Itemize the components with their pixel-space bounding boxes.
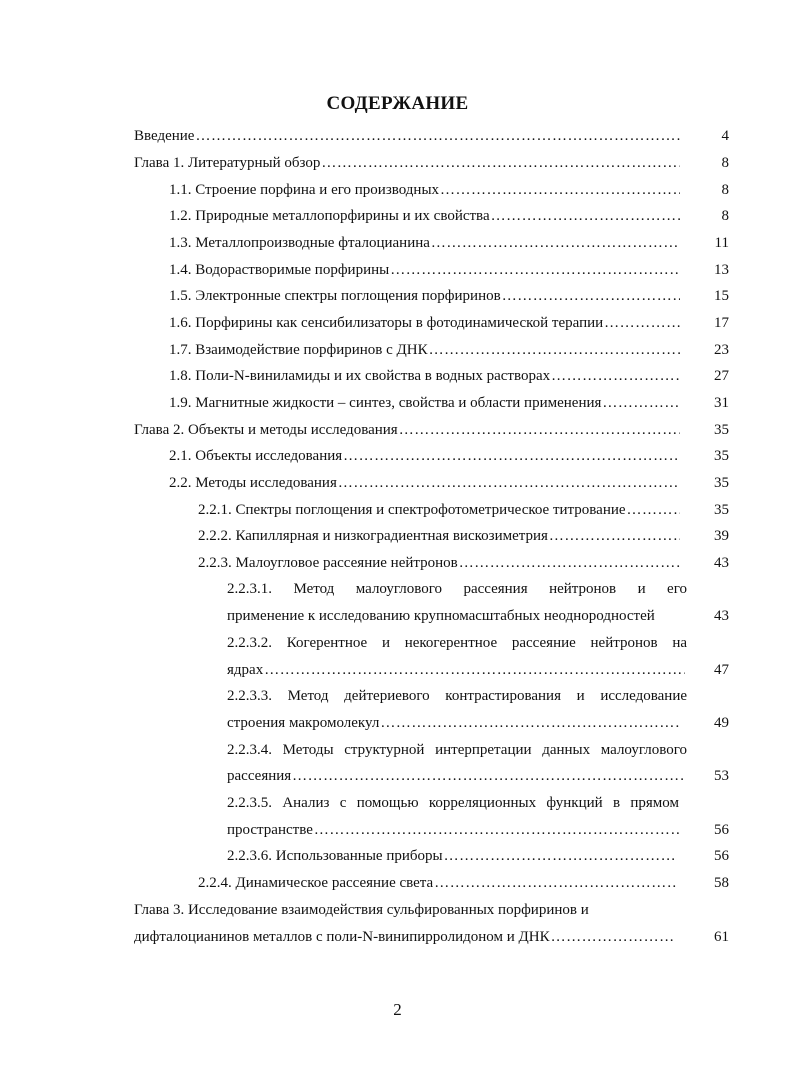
toc-entry-1-9[interactable] [169, 394, 680, 412]
toc-entry-label: 1.3. Металлопроизводные фталоцианина [169, 235, 430, 251]
toc-entry-1-4[interactable] [169, 261, 680, 279]
toc-entry-2-2-3[interactable] [198, 554, 680, 572]
toc-entry-2-2-3-2-line2[interactable] [227, 661, 685, 679]
leader-dots [491, 207, 680, 225]
toc-entry-1-6[interactable] [169, 314, 680, 332]
toc-entry-page: 43 [714, 555, 729, 571]
toc-entry-2-1[interactable] [169, 447, 680, 465]
toc-entry-page: 13 [714, 262, 729, 278]
toc-entry-page: 35 [714, 422, 729, 438]
toc-entry-label: 2.2.4. Динамическое рассеяние света [198, 875, 434, 891]
toc-entry-page: 61 [714, 929, 729, 945]
page-title: СОДЕРЖАНИЕ [326, 93, 469, 114]
toc-entry-label: Введение [134, 128, 195, 144]
leader-dots [195, 127, 680, 145]
toc-entry-page: 53 [714, 768, 729, 784]
leader-dots [459, 554, 680, 572]
toc-entry-label: 2.2.1. Спектры поглощения и спектрофотометрическое титрование [198, 502, 626, 518]
toc-entry-label: 1.4. Водорастворимые порфирины [169, 262, 390, 278]
toc-entry-page: 56 [714, 822, 729, 838]
toc-entry-2-2-3-6[interactable] [227, 847, 676, 865]
leader-dots [434, 874, 676, 892]
toc-entry-chapter-3-line2[interactable] [134, 928, 674, 946]
leader-dots [264, 661, 685, 679]
toc-entry-chapter-2[interactable] [134, 421, 680, 439]
leader-dots [551, 367, 680, 385]
toc-entry-label: 1.8. Поли-N-виниламиды и их свойства в водных растворах [169, 368, 551, 384]
toc-entry-page: 39 [714, 528, 729, 544]
toc-entry-label: рассеяния [227, 768, 292, 784]
leader-dots [429, 341, 680, 359]
toc-entry-page: 35 [714, 475, 729, 491]
toc-entry-1-5[interactable] [169, 287, 680, 305]
toc-entry-label: 1.2. Природные металлопорфирины и их свойства [169, 208, 490, 224]
toc-entry-page: 8 [721, 155, 729, 171]
leader-dots [321, 154, 680, 172]
leader-dots [292, 767, 685, 785]
page-number: 2 [393, 1000, 402, 1019]
toc-entry-label: пространстве [227, 822, 313, 838]
leader-dots [431, 234, 680, 252]
toc-entry-page: 8 [721, 208, 729, 224]
toc-entry-1-3[interactable] [169, 234, 680, 252]
toc-entry-page: 8 [721, 182, 729, 198]
toc-entry-label: 1.5. Электронные спектры поглощения порфиринов [169, 288, 501, 304]
toc-entry-2-2-3-2-line1[interactable]: 2.2.3.2. Когерентное и некогерентное рассеяние нейтронов на [227, 635, 687, 651]
toc-entry-page: 47 [714, 662, 729, 678]
toc-entry-2-2-3-3-line1[interactable]: 2.2.3.3. Метод дейтериевого контрастирования и исследование [227, 688, 687, 704]
toc-entry-page: 56 [714, 848, 729, 864]
toc-entry-2-2[interactable] [169, 474, 680, 492]
toc-entry-1-7[interactable] [169, 341, 680, 359]
toc-entry-page: 4 [721, 128, 729, 144]
leader-dots [604, 314, 680, 332]
toc-entry-2-2-3-5-line2[interactable] [227, 821, 680, 839]
toc-entry-page: 31 [714, 395, 729, 411]
toc-entry-page: 15 [714, 288, 729, 304]
leader-dots [440, 181, 680, 199]
toc-entry-2-2-2[interactable] [198, 527, 680, 545]
toc-entry-label: 2.2. Методы исследования [169, 475, 337, 491]
leader-dots [551, 928, 674, 946]
toc-entry-page: 49 [714, 715, 729, 731]
toc-entry-label: 2.2.3. Малоугловое рассеяние нейтронов [198, 555, 458, 571]
toc-entry-label: строения макромолекул [227, 715, 380, 731]
leader-dots [399, 421, 680, 439]
toc-entry-2-2-3-4-line2[interactable] [227, 767, 685, 785]
toc-entry-2-2-3-4-line1[interactable]: 2.2.3.4. Методы структурной интерпретации данных малоуглового [227, 742, 687, 758]
toc-entry-label: 2.1. Объекты исследования [169, 448, 343, 464]
leader-dots [627, 501, 680, 519]
toc-entry-2-2-3-5-line1[interactable]: 2.2.3.5. Анализ с помощью корреляционных функций в прямом [227, 795, 679, 811]
toc-entry-label: дифталоцианинов металлов с поли-N-винипирролидоном и ДНК [134, 929, 550, 945]
leader-dots [602, 394, 680, 412]
toc-entry-2-2-3-3-line2[interactable] [227, 714, 680, 732]
toc-entry-label: Глава 1. Литературный обзор [134, 155, 321, 171]
toc-entry-2-2-4[interactable] [198, 874, 676, 892]
toc-entry-2-2-1[interactable] [198, 501, 680, 519]
toc-entry-2-2-3-1-line1[interactable]: 2.2.3.1. Метод малоуглового рассеяния нейтронов и его [227, 581, 687, 597]
toc-entry-introduction[interactable] [134, 127, 680, 145]
leader-dots [343, 447, 680, 465]
toc-entry-label: ядрах [227, 662, 264, 678]
leader-dots [338, 474, 680, 492]
toc-entry-label: 2.2.3.6. Использованные приборы [227, 848, 443, 864]
toc-entry-page: 35 [714, 502, 729, 518]
toc-entry-page: 35 [714, 448, 729, 464]
leader-dots [390, 261, 680, 279]
toc-entry-label: 1.6. Порфирины как сенсибилизаторы в фотодинамической терапии [169, 315, 604, 331]
toc-entry-chapter-1[interactable] [134, 154, 680, 172]
leader-dots [314, 821, 680, 839]
toc-entry-page: 11 [714, 235, 729, 251]
toc-entry-label: 2.2.2. Капиллярная и низкоградиентная вискозиметрия [198, 528, 548, 544]
toc-entry-label: 1.7. Взаимодействие порфиринов с ДНК [169, 342, 428, 358]
leader-dots [502, 287, 680, 305]
toc-entry-page: 27 [714, 368, 729, 384]
leader-dots [549, 527, 680, 545]
toc-entry-page: 43 [714, 608, 729, 624]
toc-entry-1-2[interactable] [169, 207, 680, 225]
toc-entry-1-1[interactable] [169, 181, 680, 199]
toc-entry-2-2-3-1-line2[interactable]: применение к исследованию крупномасштабных неоднородностей [227, 608, 655, 624]
toc-entry-page: 17 [714, 315, 729, 331]
toc-entry-1-8[interactable] [169, 367, 680, 385]
toc-entry-label: Глава 2. Объекты и методы исследования [134, 422, 398, 438]
toc-entry-label: 1.9. Магнитные жидкости – синтез, свойства и области применения [169, 395, 602, 411]
leader-dots [380, 714, 680, 732]
toc-entry-page: 58 [714, 875, 729, 891]
toc-entry-page: 23 [714, 342, 729, 358]
leader-dots [444, 847, 676, 865]
toc-entry-label: 1.1. Строение порфина и его производных [169, 182, 440, 198]
toc-entry-chapter-3-line1[interactable]: Глава 3. Исследование взаимодействия сульфированных порфиринов и [134, 902, 589, 918]
